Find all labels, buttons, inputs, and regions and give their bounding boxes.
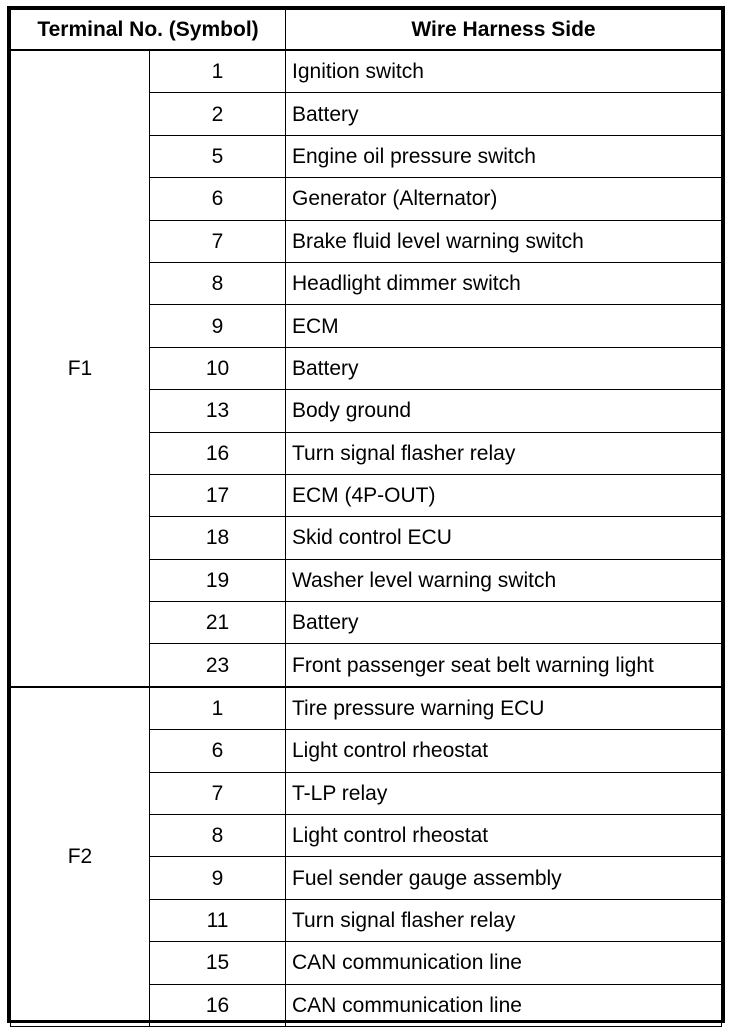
terminal-number: 9 <box>150 857 286 899</box>
terminal-number: 9 <box>150 305 286 347</box>
header-wire-harness-side: Wire Harness Side <box>286 10 722 51</box>
wire-harness-description: Ignition switch <box>286 50 722 93</box>
terminal-number: 8 <box>150 262 286 304</box>
wire-harness-description: Fuel sender gauge assembly <box>286 857 722 899</box>
wire-harness-description: Engine oil pressure switch <box>286 135 722 177</box>
terminal-number: 5 <box>150 135 286 177</box>
header-terminal-no: Terminal No. (Symbol) <box>11 10 286 51</box>
wire-harness-description: ECM <box>286 305 722 347</box>
wire-harness-description: T-LP relay <box>286 772 722 814</box>
group-f2 <box>11 687 722 1027</box>
wire-harness-description: Generator (Alternator) <box>286 178 722 220</box>
wire-harness-description: Tire pressure warning ECU <box>286 687 722 730</box>
terminal-number: 7 <box>150 220 286 262</box>
terminal-number: 15 <box>150 942 286 984</box>
terminal-number: 13 <box>150 390 286 432</box>
group-f1 <box>11 50 722 687</box>
wire-harness-description: Body ground <box>286 390 722 432</box>
terminal-number: 23 <box>150 644 286 687</box>
terminal-table-container <box>7 6 725 1023</box>
terminal-number: 11 <box>150 899 286 941</box>
terminal-number: 19 <box>150 559 286 601</box>
wire-harness-description: ECM (4P-OUT) <box>286 474 722 516</box>
wire-harness-description: Washer level warning switch <box>286 559 722 601</box>
wire-harness-description: Skid control ECU <box>286 517 722 559</box>
wire-harness-description: CAN communication line <box>286 984 722 1026</box>
terminal-number: 16 <box>150 984 286 1026</box>
connector-symbol: F1 <box>11 50 150 687</box>
wire-harness-description: Battery <box>286 602 722 644</box>
terminal-number: 7 <box>150 772 286 814</box>
terminal-number: 21 <box>150 602 286 644</box>
table-row <box>11 50 722 93</box>
terminal-number: 6 <box>150 178 286 220</box>
wire-harness-description: Light control rheostat <box>286 730 722 772</box>
connector-symbol: F2 <box>11 687 150 1027</box>
terminal-number: 17 <box>150 474 286 516</box>
terminal-table <box>10 9 722 1027</box>
wire-harness-description: CAN communication line <box>286 942 722 984</box>
wire-harness-description: Front passenger seat belt warning light <box>286 644 722 687</box>
table-header-row <box>11 10 722 51</box>
wire-harness-description: Turn signal flasher relay <box>286 432 722 474</box>
terminal-number: 18 <box>150 517 286 559</box>
terminal-number: 6 <box>150 730 286 772</box>
wire-harness-description: Light control rheostat <box>286 815 722 857</box>
table-row <box>11 687 722 730</box>
terminal-number: 16 <box>150 432 286 474</box>
wire-harness-description: Battery <box>286 347 722 389</box>
terminal-number: 10 <box>150 347 286 389</box>
wire-harness-description: Turn signal flasher relay <box>286 899 722 941</box>
terminal-number: 1 <box>150 687 286 730</box>
terminal-number: 8 <box>150 815 286 857</box>
wire-harness-description: Brake fluid level warning switch <box>286 220 722 262</box>
terminal-number: 2 <box>150 93 286 135</box>
wire-harness-description: Headlight dimmer switch <box>286 262 722 304</box>
wire-harness-description: Battery <box>286 93 722 135</box>
terminal-number: 1 <box>150 50 286 93</box>
